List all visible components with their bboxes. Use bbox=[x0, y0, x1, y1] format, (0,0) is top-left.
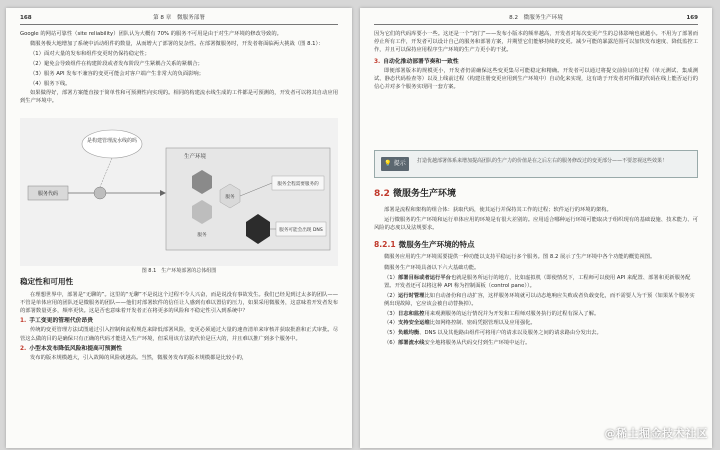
subheading-text: 小型本发布降低风险和提高可预测性 bbox=[29, 345, 123, 352]
section-title-stability: 稳定性和可用性 bbox=[20, 277, 74, 286]
feature-text: 比如网络控制、密码凭据管理以及应用强化。 bbox=[429, 320, 536, 327]
cluster-label: 服务 bbox=[197, 233, 207, 238]
feature-title: 支持安全运维 bbox=[397, 320, 430, 327]
heading-8-2 bbox=[374, 188, 698, 202]
heading-text: 微服务生产环境 bbox=[392, 189, 456, 199]
production-environment-label: 生产环境 bbox=[184, 154, 207, 160]
feature-item bbox=[384, 292, 698, 308]
right-page-number: 169 bbox=[686, 15, 698, 21]
feature-text: 用来观测服务的运行情况并为开发和工程师对服务执行的过程有深入了解。 bbox=[424, 310, 600, 317]
small-release-paragraph: 发布的版本规模越大，引入故障的风险就越高。当然，微服务发布的版本规模都是比较小的， bbox=[30, 354, 248, 361]
feature-item bbox=[384, 339, 698, 347]
tip-label: 提示 bbox=[393, 160, 406, 167]
feature-text: 、DNS 以及其他路由组件可将用户的请求以及服务之间的请求路由分发出去。 bbox=[419, 329, 602, 336]
feature-number: （6） bbox=[384, 339, 398, 346]
source-code-label: 服务代码 bbox=[37, 191, 59, 197]
feature-number: （1） bbox=[384, 274, 398, 281]
right-chapter-title: 8.2 微服务生产环境 bbox=[509, 15, 563, 21]
after-list-paragraph: 如果做得好，部署方案能直接于简单性和可预测性向实现的。相同的构建流水线生成的工件都是可预测的，开发者可以将其自动应用到生产环境中。 bbox=[20, 90, 338, 105]
feature-text: 比如自动备份和自动扩容，这样服务环境就可以动态地响应失败或者负载变化，而不需要人为干预（如果某个服务实例出现故障，它应该会被自动替换掉）。 bbox=[384, 292, 695, 307]
continued-paragraph: 因为它们的代码库要小一些。这还是一个“窍门”——发布小版本的频率越高，开发者对每次变更产生的总体影响也就越小。不用为了部署而停止所有工作，开发者可以设计自己的服务和部署方案，并期望它们能够持续的变更。减少可能的暴露范围可以加快发布速度、降低监控工作，并且可以保持应用程序生产环境的生产力更小的干扰。 bbox=[374, 31, 698, 54]
subheading-small-release bbox=[20, 345, 338, 354]
feature-number: （5） bbox=[384, 329, 398, 336]
feature-item bbox=[384, 310, 698, 318]
right-top-text bbox=[374, 30, 698, 93]
feature-number: （4） bbox=[384, 320, 398, 327]
feature-text: 也就是服务所运行的地方，比如虚拟机（即使情况下，工程师可以使用 API 来配置、部署和更新服务配置。开发者还可以将这种 API 称为控制面板（control pane））。 bbox=[384, 274, 691, 289]
left-page bbox=[6, 8, 352, 448]
feature-item bbox=[384, 329, 698, 337]
tip-box bbox=[374, 150, 698, 178]
left-intro bbox=[20, 30, 338, 108]
bubble-top-label: 是构建管理流水线的吗 bbox=[86, 138, 138, 144]
automation-paragraph: 即便部署版本的规模更小，开发者仍需确保这些变更集尽可能稳定和精确。开发者可以通过将提交前验证的过程（单元测试、集成测试、静态代码检查等）以及上线前过程（构建注册变更应用到生产环境中）自动化来实现，这有助于开发者对所做的代码在线上能否运行的信心并对多个服务实现同一套方案。 bbox=[374, 67, 698, 90]
subheading-manual-change bbox=[20, 317, 338, 326]
subheading-number: 2. bbox=[20, 345, 27, 352]
section-8-2-paragraph-1: 部署是流程和架构的组合体：获取代码，使其运行并保持其工作的过程；软件运行的环境的架构。 bbox=[384, 206, 612, 213]
left-chapter-title: 第 8 章 微服务部署 bbox=[153, 15, 205, 21]
feature-text: 安全地将服务从代码交付到生产环境中运行。 bbox=[424, 339, 531, 346]
left-running-head bbox=[20, 14, 338, 25]
heading-8-2-1 bbox=[374, 239, 698, 251]
challenge-item-1: （1）面对大量的发布和组件变更时仍保持稳定性； bbox=[30, 51, 150, 58]
stability-paragraph: 在理想世界中，部署是“无聊的”。这里的“无聊”不是说这个过程不令人兴奋，而是说没有事故发生。我们已经见到过太多的团队——不管是单体应用的团队还是微服务的团队——他们对部署软件的信任让人感到有难以置信的压力，如果采用微服务，这意味着开发者发布的部署数量更多，频率更快。这是否也意味着开发者正在将更多的风险和不稳定性引入到系统中？ bbox=[20, 291, 338, 315]
section-8-2-1-paragraph-2: 微服务生产环境具备以下六大基础功能。 bbox=[384, 264, 480, 271]
subheading-text: 手工变更的管理代价昂贵 bbox=[29, 318, 94, 325]
feature-number: （3） bbox=[384, 310, 398, 317]
lightbulb-icon: 💡 bbox=[384, 160, 392, 167]
subheading-number: 1. bbox=[20, 318, 27, 325]
legacy-node-label: 服务全程需要服务的 bbox=[277, 182, 319, 187]
feature-title: 日志和监控 bbox=[397, 310, 425, 317]
subheading-number: 3. bbox=[374, 58, 381, 65]
feature-title: 运行时管理 bbox=[397, 292, 425, 299]
deployment-diagram bbox=[20, 118, 338, 274]
challenge-item-4: （4）服务下线。 bbox=[30, 80, 71, 87]
new-node-label: 服务可能会出现 DNS bbox=[279, 228, 323, 233]
intro-paragraph-1: Google 的网站可靠性（site reliability）团队认为大概有 70% 的服务不可用是由于对生产环境的修改导致的。 bbox=[20, 31, 282, 37]
challenge-item-2: （2）避免会导致组件在构建阶段或者发布阶段产生紧耦合关系的紧耦合； bbox=[30, 61, 203, 68]
watermark: @稀土掘金技术社区 bbox=[604, 427, 708, 440]
section-8-2-1-paragraph-1: 微服务应用的生产环境需要提供一种功能以支持平稳运行多个服务。图 8.2 展示了生产环境中各个功能的概览视图。 bbox=[384, 254, 656, 261]
service-node-label: 服务 bbox=[225, 195, 235, 200]
heading-number: 8.2.1 bbox=[374, 239, 396, 249]
intro-paragraph-2: 微服务极大地增加了系统中活动组件的数量，从而增大了部署的复杂性。在部署微服务时，开发者将面临两大挑战（图 8.1）： bbox=[30, 41, 324, 48]
diagram-svg bbox=[20, 118, 338, 266]
pipeline-stage-circle bbox=[94, 187, 106, 199]
feature-item bbox=[384, 274, 698, 290]
right-running-head bbox=[374, 14, 698, 25]
feature-title: 负载均衡 bbox=[397, 329, 420, 336]
cloud-bubble-icon bbox=[82, 130, 142, 158]
stability-section bbox=[20, 276, 338, 364]
subheading-text: 自动化推动部署节奏和一致性 bbox=[383, 58, 459, 65]
heading-number: 8.2 bbox=[374, 189, 390, 199]
feature-number: （2） bbox=[384, 292, 398, 299]
feature-title: 部署流水线 bbox=[397, 339, 425, 346]
section-8-2 bbox=[374, 188, 698, 348]
heading-text: 微服务生产环境的特点 bbox=[398, 239, 475, 249]
right-page bbox=[360, 8, 712, 448]
tip-text: 打造优越部署体系来增加提高团队的生产力的价值是在之后左右的服务修改过的变更部分——不要忽视这些效果！ bbox=[417, 158, 668, 164]
tip-badge bbox=[381, 157, 409, 171]
subheading-automation bbox=[374, 58, 698, 67]
challenge-item-3: （3）服务 API 发布不兼容的变更可能会对客户端产生非常大的负面影响； bbox=[30, 70, 205, 77]
figure-caption: 图 8.1 生产环境部署的总体组图 bbox=[141, 268, 217, 274]
feature-item bbox=[384, 319, 698, 327]
feature-title: 部署目标或者运行平台 bbox=[397, 274, 451, 281]
section-8-2-paragraph-2: 运行微服务的生产环境和运行单体应用的环境是有很大差别的。应用适合哪种运行环境可能取决于组织现有的基础设施、技术能力、可风险的态度以及法规要求。 bbox=[374, 217, 698, 232]
left-page-number: 168 bbox=[20, 15, 32, 21]
manual-change-paragraph: 传统的变更管理方法试图通过引入控制和流程规范来降低部署风险，变更必须通过大量的速查清单来审核并获取批准和正式审批。尽管这么做的目的是确保只有正确的代码才能进入生产环境，但采用该方法的代价是巨大的，并且难以推广到多个服务中。 bbox=[20, 327, 338, 342]
